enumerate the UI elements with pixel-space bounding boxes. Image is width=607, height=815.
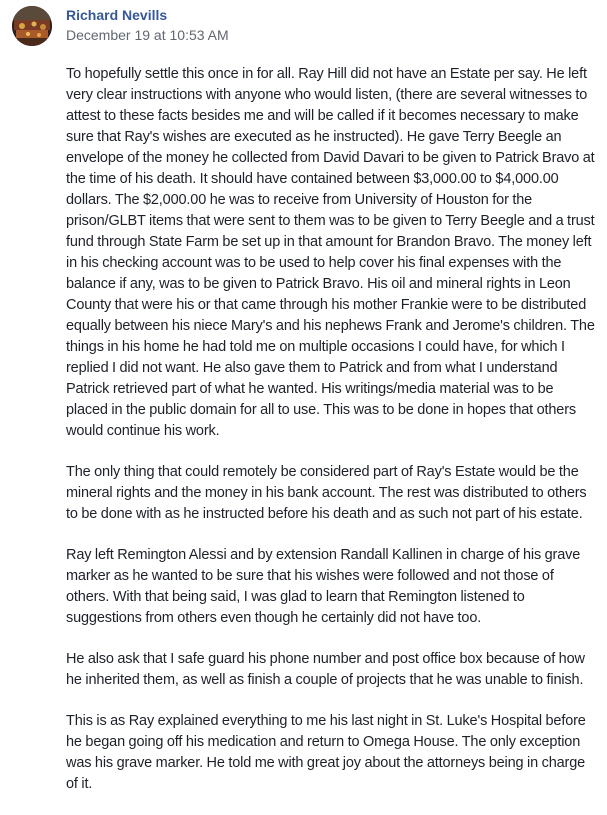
avatar-image <box>12 6 52 46</box>
post-paragraph: To hopefully settle this once in for all. Ray Hill did not have an Estate per say. He left very clear instructions with anyone who would listen, (there are several witnesses to attest to these facts besides me and will be called if it becomes necessary to make sure that Ray's wishes are executed as he instructed). He gave Terry Beegle an envelope of the money he collected from David Davari to be given to Patrick Bravo at the time of his death. It should have contained between $3,000.00 to $4,000.00 dollars. The $2,000.00 he was to receive from University of Houston for the prison/GLBT items that were sent to them was to be given to Terry Beegle and a trust fund through State Farm be set up in that amount for Brandon Bravo. The money left in his checking account was to be used to help cover his final expenses with the balance if any, was to be given to Patrick Bravo. His oil and mineral rights in Leon County that were his or that came through his mother Frankie were to be distributed equally between his niece Mary's and his nephews Frank and Jerome's children. The things in his home he had told me on multiple occasions I could have, for which I replied I did not want. He also gave them to Patrick and from what I understand Patrick retrieved part of what he wanted. His writings/media material was to be placed in the public domain for all to use. This was to be done in hopes that others would continue his work. <box>66 66 595 439</box>
post-paragraph: Ray left Remington Alessi and by extension Randall Kallinen in charge of his grave marker as he wanted to be sure that his wishes were followed and not those of others. With that being said, I was glad to learn that Remington listened to suggestions from others even though he certainly did not have too. <box>66 547 581 626</box>
author-avatar[interactable] <box>12 6 52 46</box>
post-paragraph: The only thing that could remotely be considered part of Ray's Estate would be the mineral rights and the money in his bank account. The rest was distributed to others to be done with as he instructed before his death and as such not part of his estate. <box>66 464 587 522</box>
post-timestamp[interactable]: December 19 at 10:53 AM <box>66 27 229 43</box>
post-paragraph: This is as Ray explained everything to me his last night in St. Luke's Hospital before he began going off his medication and return to Omega House. The only exception was his grave marker. He told me with great joy about the attorneys being in charge of it. <box>66 713 586 792</box>
post-paragraph: He also ask that I safe guard his phone number and post office box because of how he inherited them, as well as finish a couple of projects that he was unable to finish. <box>66 651 585 688</box>
author-name[interactable]: Richard Nevills <box>66 7 168 23</box>
post-body <box>66 64 598 815</box>
post-header <box>12 6 592 50</box>
